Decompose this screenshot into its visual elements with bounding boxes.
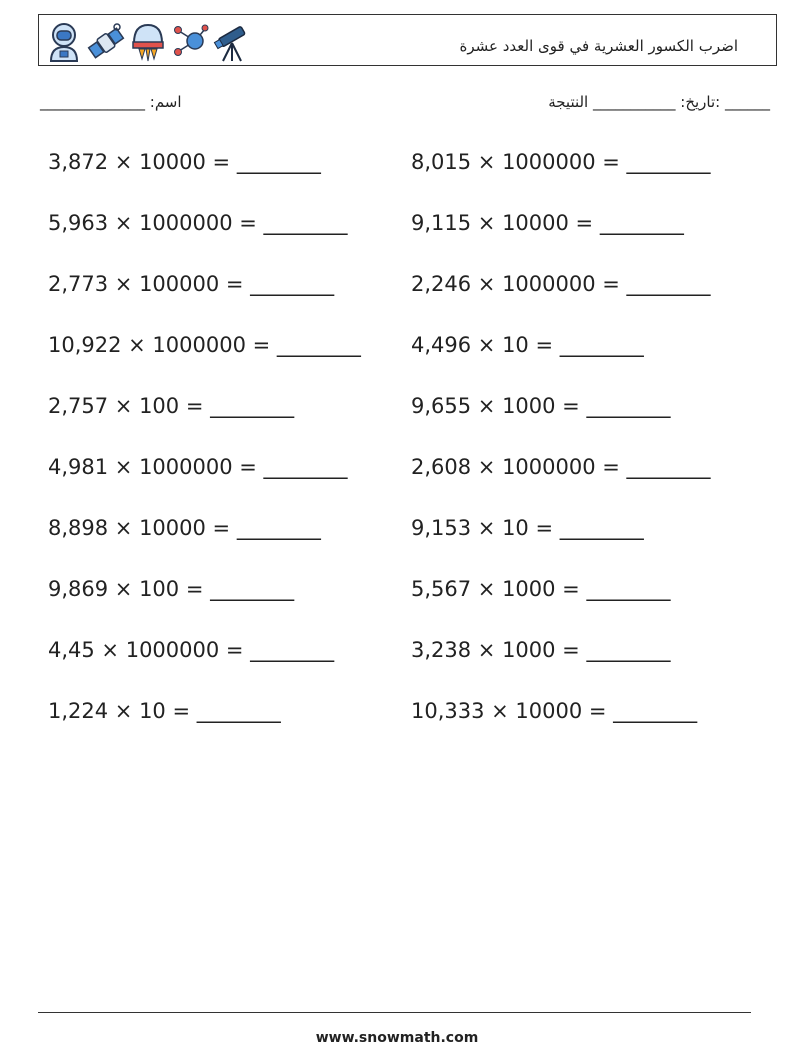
problem-2: 8,015 × 1000000 = ________	[411, 150, 711, 174]
problem-9: 2,757 × 100 = ________	[48, 394, 295, 418]
problem-13: 8,898 × 10000 = ________	[48, 516, 321, 540]
problem-4: 9,115 × 10000 = ________	[411, 211, 684, 235]
spaceship-icon	[129, 19, 167, 63]
problem-18: 3,238 × 1000 = ________	[411, 638, 671, 662]
worksheet-header	[38, 14, 777, 66]
problem-19: 1,224 × 10 = ________	[48, 699, 281, 723]
footer-divider	[38, 1012, 751, 1013]
problem-7: 10,922 × 1000000 = ________	[48, 333, 361, 357]
problem-15: 9,869 × 100 = ________	[48, 577, 295, 601]
date-score-line: ______ :تاريخ: ___________ النتيجة	[548, 93, 770, 111]
problem-8: 4,496 × 10 = ________	[411, 333, 644, 357]
problem-17: 4,45 × 1000000 = ________	[48, 638, 335, 662]
problem-20: 10,333 × 10000 = ________	[411, 699, 698, 723]
telescope-icon	[213, 19, 251, 63]
problem-14: 9,153 × 10 = ________	[411, 516, 644, 540]
worksheet-title: اضرب الكسور العشرية في قوى العدد عشرة	[459, 37, 738, 55]
molecule-icon	[171, 19, 209, 63]
problem-12: 2,608 × 1000000 = ________	[411, 455, 711, 479]
problem-5: 2,773 × 100000 = ________	[48, 272, 335, 296]
problem-10: 9,655 × 1000 = ________	[411, 394, 671, 418]
name-line: اسم: ______________	[40, 93, 182, 111]
header-icons	[45, 19, 251, 63]
problem-11: 4,981 × 1000000 = ________	[48, 455, 348, 479]
footer-website: www.snowmath.com	[315, 1030, 479, 1046]
satellite-icon	[87, 19, 125, 63]
problem-3: 5,963 × 1000000 = ________	[48, 211, 348, 235]
problem-16: 5,567 × 1000 = ________	[411, 577, 671, 601]
problem-6: 2,246 × 1000000 = ________	[411, 272, 711, 296]
astronaut-icon	[45, 19, 83, 63]
problem-1: 3,872 × 10000 = ________	[48, 150, 321, 174]
